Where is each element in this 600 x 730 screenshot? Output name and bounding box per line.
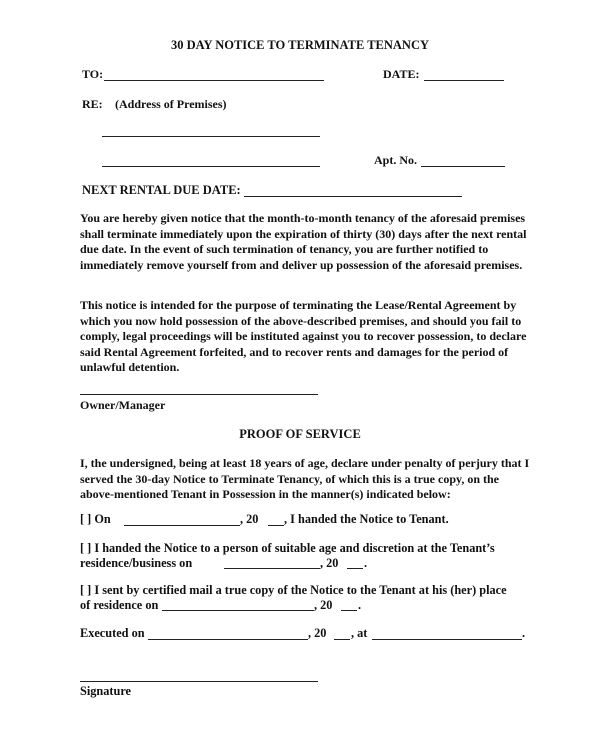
address-line-2[interactable]	[102, 166, 320, 167]
executed-date-line[interactable]	[148, 639, 308, 640]
document-title: 30 DAY NOTICE TO TERMINATE TENANCY	[170, 38, 430, 52]
option1-year: , 20	[240, 512, 259, 526]
option3-year: , 20	[314, 598, 333, 612]
date-label: DATE:	[383, 67, 420, 81]
option1-date-line[interactable]	[124, 525, 240, 526]
option2-year-line[interactable]	[347, 568, 363, 569]
executed-place-line[interactable]	[372, 639, 522, 640]
apt-line[interactable]	[421, 166, 505, 167]
option2-date-line[interactable]	[224, 568, 320, 569]
next-due-line[interactable]	[244, 196, 462, 197]
notice-paragraph-1: You are hereby given notice that the month-to-month tenancy of the aforesaid premises shall terminate immediately upon the expiration of thirty (30) days after the next rental due date. In the event of such termination of tenancy, you are further notified to immediately remove yourself from and deliver up possession of the aforesaid premises.	[80, 211, 527, 272]
option2-line1: [ ] I handed the Notice to a person of suitable age and discretion at the Tenant’s	[80, 541, 495, 555]
option1-suffix: , I handed the Notice to Tenant.	[284, 512, 449, 526]
apt-label: Apt. No.	[374, 153, 418, 167]
option2-end: .	[364, 556, 368, 570]
owner-label: Owner/Manager	[80, 398, 166, 412]
notice-paragraph-2: This notice is intended for the purpose of terminating the Lease/Rental Agreement by which you now hold possession of the above-described premises, and should you fail to comply, legal proceedings will be instituted against you to recover possession, to declare said Rental Agreement forfeited, and to recover rents and damages for the period of unlawful detention.	[80, 298, 527, 375]
signature-label: Signature	[80, 684, 132, 698]
option1-prefix: [ ] On	[80, 512, 111, 526]
address-line-1[interactable]	[102, 136, 320, 137]
proof-paragraph: I, the undersigned, being at least 18 years of age, declare under penalty of perjury that I served the 30-day Notice to Terminate Tenancy, of which this is a true copy, on the above-mentioned Tenant in Possession in the manner(s) indicated below:	[80, 456, 530, 502]
next-due-label: NEXT RENTAL DUE DATE:	[82, 183, 241, 197]
executed-year-line[interactable]	[334, 639, 350, 640]
date-line[interactable]	[424, 80, 504, 81]
re-label: RE:	[82, 97, 103, 111]
owner-signature-line[interactable]	[80, 394, 318, 395]
address-label: (Address of Premises)	[115, 97, 227, 111]
to-label: TO:	[82, 67, 104, 81]
executed-end: .	[522, 626, 526, 640]
executed-label: Executed on	[80, 626, 145, 640]
option2-year: , 20	[320, 556, 339, 570]
executed-year: , 20	[308, 626, 327, 640]
signature-line[interactable]	[80, 681, 318, 682]
option3-year-line[interactable]	[341, 610, 357, 611]
option3-date-line[interactable]	[162, 610, 314, 611]
option2-line2: residence/business on	[80, 556, 193, 570]
option3-line2: of residence on	[80, 598, 159, 612]
option3-line1: [ ] I sent by certified mail a true copy of the Notice to the Tenant at his (her) place	[80, 583, 507, 597]
option1-year-line[interactable]	[268, 525, 284, 526]
to-line[interactable]	[104, 80, 324, 81]
proof-heading: PROOF OF SERVICE	[239, 427, 361, 441]
executed-at: , at	[351, 626, 368, 640]
option3-end: .	[358, 598, 362, 612]
